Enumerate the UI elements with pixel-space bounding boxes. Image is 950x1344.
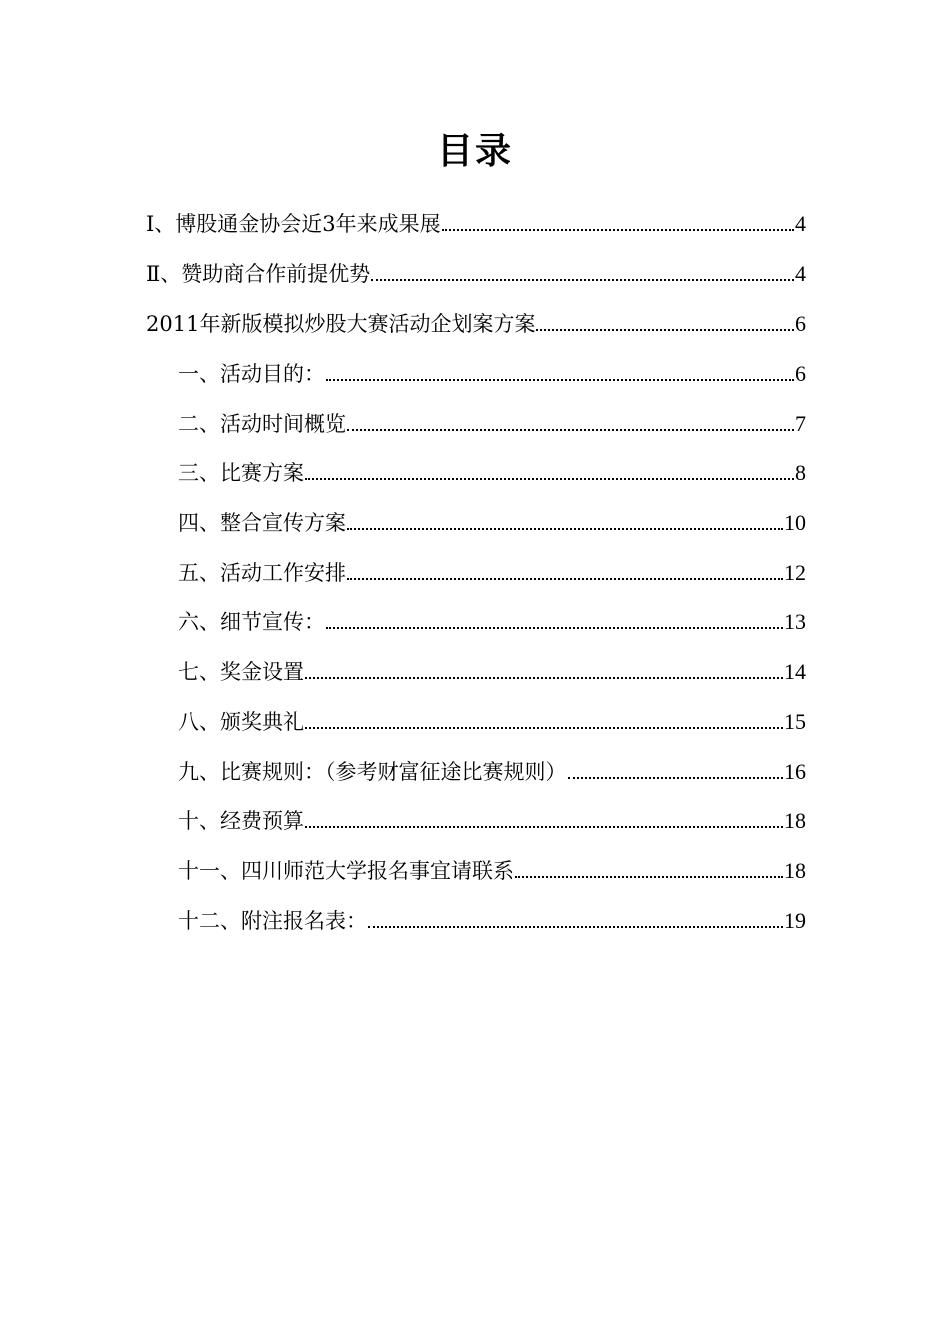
toc-entry-page: 6 xyxy=(795,361,806,386)
toc-entry-label: 五、活动工作安排 xyxy=(178,561,346,585)
toc-entry-label: 三、比赛方案 xyxy=(178,461,304,485)
toc-entry-page: 13 xyxy=(784,609,806,634)
toc-entry-page: 16 xyxy=(784,759,806,784)
toc-entry[interactable] xyxy=(146,248,806,288)
toc-dot-leader xyxy=(305,826,783,828)
toc-dot-leader xyxy=(305,478,794,480)
toc-entry-label: 七、奖金设置 xyxy=(178,660,304,684)
toc-entry-label: 六、细节宣传： xyxy=(178,610,325,634)
toc-entry-page: 4 xyxy=(795,211,806,236)
toc-entry-label: 2011年新版模拟炒股大赛活动企划案方案 xyxy=(146,312,536,336)
toc-entry[interactable] xyxy=(178,447,806,487)
toc-entry-label: 二、活动时间概览 xyxy=(178,412,346,436)
toc-entry-label: 一、活动目的： xyxy=(178,362,325,386)
toc-entry[interactable] xyxy=(178,895,806,935)
toc-entry-page: 6 xyxy=(795,311,806,336)
toc-entry[interactable] xyxy=(178,398,806,438)
toc-entry[interactable] xyxy=(178,696,806,736)
toc-entry[interactable] xyxy=(178,348,806,388)
toc-entry-label: 十、经费预算 xyxy=(178,809,304,833)
toc-entry[interactable] xyxy=(178,845,806,885)
toc-entry-label: 四、整合宣传方案 xyxy=(178,511,346,535)
toc-entry-page: 15 xyxy=(784,709,806,734)
toc-dot-leader xyxy=(347,528,783,530)
toc-entry[interactable] xyxy=(178,646,806,686)
toc-entry-page: 10 xyxy=(784,510,806,535)
toc-entry[interactable] xyxy=(178,596,806,636)
toc-entry-page: 19 xyxy=(784,908,806,933)
toc-entry[interactable] xyxy=(178,497,806,537)
toc-entry-page: 12 xyxy=(784,560,806,585)
toc-entry-label: Ⅰ、博股通金协会近3年来成果展 xyxy=(146,212,441,236)
toc-entry-page: 14 xyxy=(784,659,806,684)
toc-dot-leader xyxy=(305,727,783,729)
toc-dot-leader xyxy=(368,926,783,928)
toc-dot-leader xyxy=(326,627,783,629)
toc-entry[interactable] xyxy=(178,795,806,835)
toc-entry-page: 4 xyxy=(795,261,806,286)
toc-entry-page: 8 xyxy=(795,460,806,485)
toc-dot-leader xyxy=(347,578,783,580)
toc-dot-leader xyxy=(347,429,794,431)
toc-entry[interactable] xyxy=(146,198,806,238)
toc-title: 目录 xyxy=(436,130,513,172)
toc-entry-page: 18 xyxy=(784,858,806,883)
toc-dot-leader xyxy=(371,279,794,281)
toc-dot-leader xyxy=(326,379,794,381)
toc-dot-leader xyxy=(515,876,783,878)
toc-dot-leader xyxy=(536,329,794,331)
toc-dot-leader xyxy=(442,229,794,231)
toc-entry-label: 十一、四川师范大学报名事宜请联系 xyxy=(178,859,514,883)
toc-entry-label: Ⅱ、赞助商合作前提优势 xyxy=(146,262,371,286)
toc-entry-page: 18 xyxy=(784,808,806,833)
toc-entry[interactable] xyxy=(146,298,806,338)
toc-entry[interactable] xyxy=(178,547,806,587)
toc-entry-label: 九、比赛规则：（参考财富征途比赛规则） xyxy=(178,760,567,784)
toc-dot-leader xyxy=(568,777,784,779)
toc-entry-page: 7 xyxy=(795,411,806,436)
toc-entry-label: 十二、附注报名表： xyxy=(178,909,367,933)
toc-entry-label: 八、颁奖典礼 xyxy=(178,710,304,734)
toc-entry[interactable] xyxy=(178,746,806,786)
toc-dot-leader xyxy=(305,677,783,679)
